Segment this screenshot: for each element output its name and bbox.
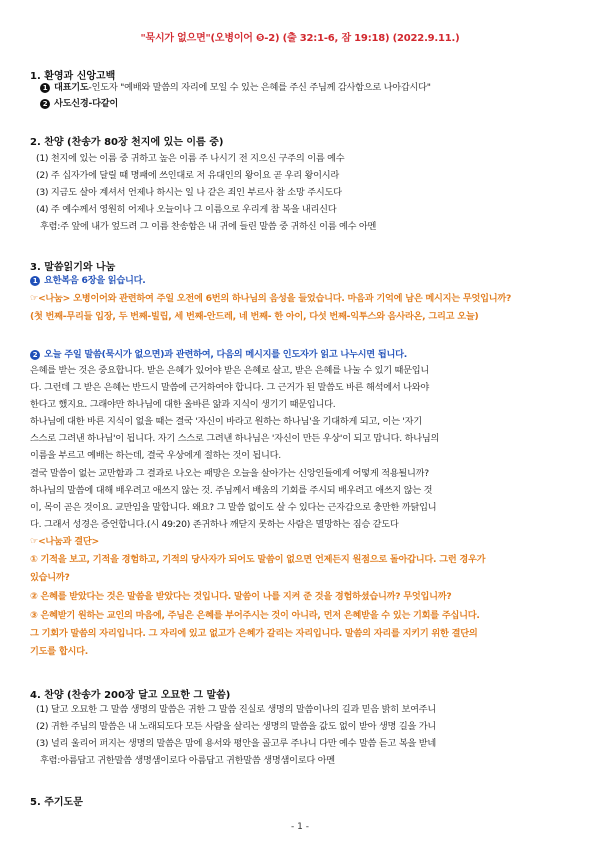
number-2-icon: 2 bbox=[30, 350, 40, 360]
item-2-label: 사도신경-다같이 bbox=[54, 98, 118, 109]
message-instruction bbox=[30, 348, 575, 361]
decision-question-line: ① 기적을 보고, 기적을 경험하고, 기적의 당사자가 되어도 말씀이 없으면 언제든지 원점으로 돌아갑니다. 그런 경우가 bbox=[30, 554, 486, 565]
message-body-line: 이, 목이 곧은 것이요. 교만임을 말합니다. 왜요? 그 말씀 없이도 살 수 있다는 근자감으로 충만한 까닭입니 bbox=[30, 502, 437, 513]
section-2-heading: 2. 찬양 (찬송가 80장 천지에 있는 이름 중) bbox=[30, 137, 224, 148]
number-2-icon: 2 bbox=[40, 99, 50, 109]
page-title: "묵시가 없으면"(오병이어 ❺-2) (출 32:1-6, 잠 19:18) (2022.9.11.) bbox=[140, 33, 460, 44]
hymn-1-line: (2) 주 십자가에 달릴 때 명패에 쓰인대로 저 유대인의 왕이요 곧 우리 왕이시라 bbox=[36, 170, 340, 181]
hymn-1-refrain: 후렴:주 앞에 내가 엎드려 그 이름 찬송함은 내 귀에 들린 말씀 중 귀하신 이름 예수 아멘 bbox=[40, 221, 377, 232]
hymn-2-line: (2) 귀한 주님의 말씀은 내 노래되도다 모든 사람을 살리는 생명의 말씀을 값도 없이 받아 생명 길을 가니 bbox=[36, 721, 436, 732]
section-1-heading: 1. 환영과 신앙고백 bbox=[30, 71, 116, 82]
message-body-line: 은혜를 받는 것은 중요합니다. 받은 은혜가 있어야 받은 은혜로 살고, 받은 은혜를 나눌 수 있기 때문입니 bbox=[30, 365, 430, 376]
hymn-2-refrain: 후렴:아름답고 귀한말씀 생명샘이로다 아름답고 귀한말씀 생명샘이로다 아멘 bbox=[40, 755, 335, 766]
message-body-line: 다. 그런데 그 받은 은혜는 반드시 말씀에 근거하여야 합니다. 그 근거가 된 말씀도 바른 해석에서 나와야 bbox=[30, 382, 430, 393]
hymn-1-line: (1) 천지에 있는 이름 중 귀하고 높은 이름 주 나시기 전 지으신 구주의 이름 예수 bbox=[36, 153, 345, 164]
decision-question-line: 기도를 합시다. bbox=[30, 646, 88, 657]
sharing-question-1-detail: (첫 번째-무리들 입장, 두 번째-빌립, 세 번째-안드레, 네 번째- 한 아이, 다섯 번째-익투스와 음사라온, 그리고 오늘) bbox=[30, 311, 479, 322]
reading-instruction bbox=[30, 274, 575, 287]
number-1-icon: 1 bbox=[40, 83, 50, 93]
section-4-heading: 4. 찬양 (찬송가 200장 달고 오묘한 그 말씀) bbox=[30, 690, 231, 701]
section-3-heading: 3. 말씀읽기와 나눔 bbox=[30, 262, 116, 273]
section-1-item-1 bbox=[40, 81, 585, 94]
message-body-line: 스스로 그려낸 하나님'이 됩니다. 자기 스스로 그려낸 하나님은 '자신이 만든 우상'이 되고 맙니다. 하나님의 bbox=[30, 433, 440, 444]
message-body-line: 결국 말씀이 없는 교만함과 그 결과로 나오는 패망은 오늘을 살아가는 신앙인들에게 어떻게 적용될니까? bbox=[30, 468, 429, 479]
decision-question-line: ② 은혜를 받았다는 것은 말씀을 받았다는 것입니다. 말씀이 나를 지켜 준 것을 경험하셨습니까? 무엇입니까? bbox=[30, 591, 452, 602]
section-1-item-2 bbox=[40, 97, 585, 110]
message-body-line: 이름을 부르고 예배는 하는데, 결국 우상에게 절하는 것이 됩니다. bbox=[30, 450, 281, 461]
decision-heading: ☞<나눔과 결단> bbox=[30, 536, 99, 547]
page-number: - 1 - bbox=[291, 822, 309, 832]
sharing-question-1: ☞<나눔> 오병이어와 관련하여 주일 오전에 6번의 하나님의 음성을 들었습니다. 마음과 기억에 남은 메시지는 무엇입니까? bbox=[30, 293, 512, 304]
number-1-icon: 1 bbox=[30, 276, 40, 286]
hymn-2-line: (1) 달고 오묘한 그 말씀 생명의 말씀은 귀한 그 말씀 진실로 생명의 말씀이나의 길과 믿음 밝히 보여주니 bbox=[36, 704, 436, 715]
message-body-line: 하나님에 대한 바른 지식이 없을 때는 결국 '자신이 바라고 원하는 하나님'을 기대하게 되고, 이는 '자기 bbox=[30, 416, 422, 427]
decision-question-line: 그 기회가 말씀의 자리입니다. 그 자리에 있고 없고가 은혜가 갈리는 자리입니다. 말씀의 자리를 지키기 위한 결단의 bbox=[30, 628, 478, 639]
section-5-heading: 5. 주기도문 bbox=[30, 797, 83, 808]
message-instruction-text: 오늘 주일 말씀(묵시가 없으면)과 관련하여, 다음의 메시지를 인도자가 읽고 나누시면 됩니다. bbox=[44, 349, 407, 360]
hymn-1-line: (3) 지금도 살아 계셔서 언제나 하시는 일 나 같은 죄인 부르사 참 소망 주시도다 bbox=[36, 187, 342, 198]
message-body-line: 다. 그래서 성경은 증언합니다.(시 49:20) 존귀하나 깨닫지 못하는 사람은 멸망하는 짐승 같도다 bbox=[30, 519, 399, 530]
reading-text: 요한복음 6장을 읽습니다. bbox=[44, 275, 146, 286]
decision-question-line: 있습니까? bbox=[30, 572, 70, 583]
hymn-2-line: (3) 널리 울리어 퍼지는 생명의 말씀은 맘에 용서와 평안을 골고루 주나니 다만 예수 말씀 듣고 복을 받네 bbox=[36, 738, 436, 749]
hymn-1-line: (4) 주 예수께서 영원히 어제나 오늘이나 그 이름으로 우리게 참 복을 내리신다 bbox=[36, 204, 337, 215]
item-1-label: 대표기도 bbox=[54, 82, 89, 93]
message-body-line: 한다고 했지요. 그래야만 하나님에 대한 올바른 앎과 지식이 생기기 때문입니다. bbox=[30, 399, 336, 410]
item-1-text: -인도자 "예배와 말씀의 자리에 모일 수 있는 은혜를 주신 주님께 감사함으로 나아갑시다" bbox=[88, 82, 431, 93]
message-body-line: 하나님의 말씀에 대해 배우려고 애쓰지 않는 것. 주님께서 배움의 기회를 주시되 배우려고 애쓰지 않는 것 bbox=[30, 485, 433, 496]
decision-question-line: ③ 은혜받기 원하는 교인의 마음에, 주님은 은혜를 부어주시는 것이 아니라, 먼저 은혜받을 수 있는 기회를 주십니다. bbox=[30, 610, 480, 621]
